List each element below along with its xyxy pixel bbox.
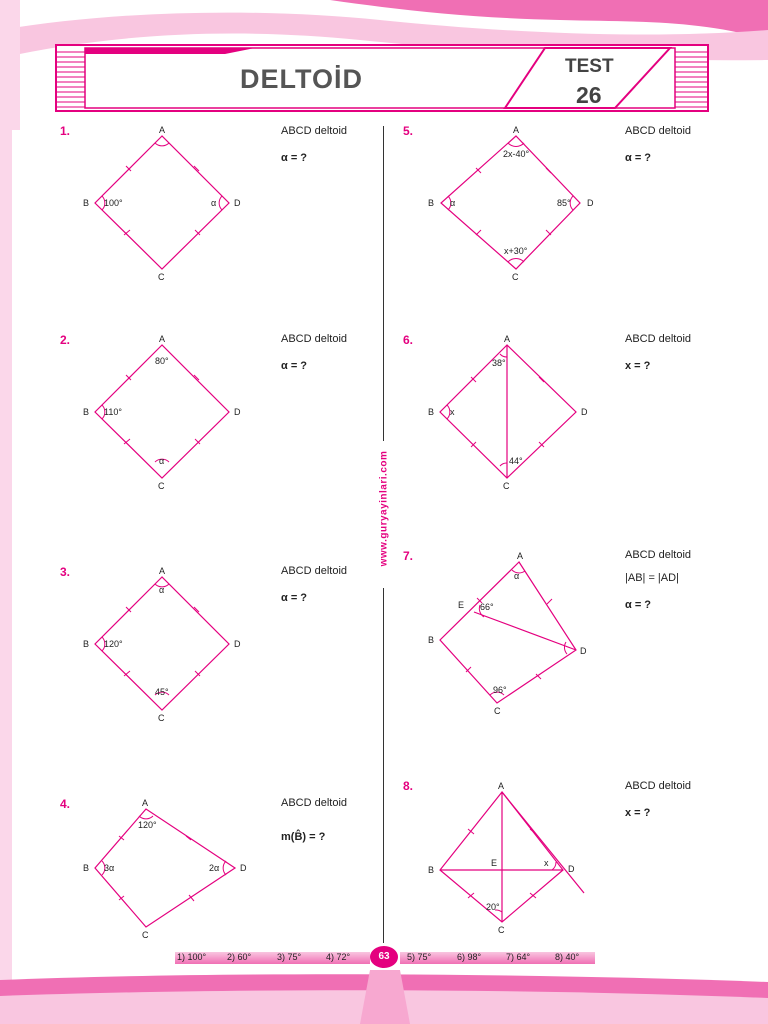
q5-label-a: A [513, 125, 520, 135]
q2-angle-a: 80° [155, 356, 169, 366]
q2-label-d: D [234, 407, 241, 417]
answer-4: 4) 72° [326, 952, 351, 962]
q7-label-b: B [428, 635, 435, 645]
question-7-number: 7. [403, 549, 414, 563]
test-number: 26 [576, 82, 602, 108]
q4-angle-b: 3α [104, 863, 115, 873]
question-4-ask: m(B̂) = ? [281, 831, 326, 843]
q8-label-e: E [491, 858, 498, 868]
question-2-number: 2. [60, 333, 71, 347]
answer-1: 1) 100° [177, 952, 207, 962]
q1-label-a: A [159, 125, 166, 135]
question-7-given-2: |AB| = |AD| [625, 572, 679, 584]
q7-quadrilateral [440, 562, 576, 703]
question-3-number: 3. [60, 565, 71, 579]
question-6-number: 6. [403, 333, 414, 347]
answer-2: 2) 60° [227, 952, 252, 962]
q3-label-d: D [234, 639, 241, 649]
q6-label-d: D [581, 407, 588, 417]
q6-label-c: C [503, 481, 510, 491]
question-7-ask: α = ? [625, 599, 652, 611]
q1-label-d: D [234, 198, 241, 208]
q2-angle-c: α [159, 456, 165, 466]
test-label: TEST [565, 56, 614, 77]
question-7-given: ABCD deltoid [625, 549, 692, 561]
q4-label-c: C [142, 930, 149, 940]
q1-label-b: B [83, 198, 90, 208]
q3-label-a: A [159, 566, 166, 576]
q5-angle-a: 2x-40° [503, 149, 530, 159]
q3-angle-a: α [159, 585, 165, 595]
question-1-ask: α = ? [281, 152, 308, 164]
q5-label-d: D [587, 198, 594, 208]
answer-7: 7) 64° [506, 952, 531, 962]
q8-angle-c: 20° [486, 902, 500, 912]
question-3-given: ABCD deltoid [281, 565, 348, 577]
q7-angle-e: 66° [480, 602, 494, 612]
question-3-ask: α = ? [281, 592, 308, 604]
q5-angle-d: 85° [557, 198, 571, 208]
question-8-number: 8. [403, 779, 414, 793]
question-8-ask: x = ? [625, 807, 651, 819]
page-number: 63 [378, 951, 390, 962]
q6-angle-a: 38° [492, 358, 506, 368]
q6-label-a: A [504, 334, 511, 344]
q8-label-c: C [498, 925, 505, 935]
question-2-given: ABCD deltoid [281, 333, 348, 345]
q7-label-e: E [458, 600, 465, 610]
q1-label-c: C [158, 272, 165, 282]
q7-label-d: D [580, 646, 587, 656]
q5-label-c: C [512, 272, 519, 282]
question-4-given: ABCD deltoid [281, 797, 348, 809]
question-2-ask: α = ? [281, 360, 308, 372]
q2-label-b: B [83, 407, 90, 417]
q6-deltoid [440, 345, 576, 478]
q6-angle-b: x [450, 407, 455, 417]
q3-angle-b: 120° [104, 639, 123, 649]
q8-angle-x: x [544, 858, 549, 868]
q4-angle-a: 120° [138, 820, 157, 830]
answer-3: 3) 75° [277, 952, 302, 962]
q5-angle-b: α [450, 198, 456, 208]
question-5-ask: α = ? [625, 152, 652, 164]
q7-label-a: A [517, 551, 524, 561]
answer-6: 6) 98° [457, 952, 482, 962]
site-url: www.guryayinlari.com [378, 450, 390, 567]
q1-angle-b: 100° [104, 198, 123, 208]
question-1-given: ABCD deltoid [281, 125, 348, 137]
bottom-wave-decoration [0, 960, 768, 1024]
q7-label-c: C [494, 706, 501, 716]
question-1-number: 1. [60, 124, 71, 138]
q8-label-b: B [428, 865, 435, 875]
q6-label-b: B [428, 407, 435, 417]
q4-label-a: A [142, 798, 149, 808]
question-5-given: ABCD deltoid [625, 125, 692, 137]
q5-label-b: B [428, 198, 435, 208]
q7-angle-c: 96° [493, 685, 507, 695]
q4-label-b: B [83, 863, 90, 873]
question-6-given: ABCD deltoid [625, 333, 692, 345]
q7-angle-a: α [514, 571, 520, 581]
q1-angle-d: α [211, 198, 217, 208]
q6-angle-c: 44° [509, 456, 523, 466]
answer-8: 8) 40° [555, 952, 580, 962]
q3-label-b: B [83, 639, 90, 649]
q3-angle-c: 45° [155, 687, 169, 697]
answer-5: 5) 75° [407, 952, 432, 962]
q8-extension [502, 792, 584, 893]
q2-angle-b: 110° [104, 407, 122, 417]
q8-label-d: D [568, 864, 575, 874]
question-8-given: ABCD deltoid [625, 780, 692, 792]
q7-segment-ed [474, 612, 576, 650]
q5-angle-c: x+30° [504, 246, 528, 256]
question-5-number: 5. [403, 124, 414, 138]
q4-angle-d: 2α [209, 863, 220, 873]
question-6-ask: x = ? [625, 360, 651, 372]
q8-label-a: A [498, 781, 505, 791]
page-title: DELTOİD [240, 64, 364, 94]
q2-label-c: C [158, 481, 165, 491]
q4-label-d: D [240, 863, 247, 873]
q3-label-c: C [158, 713, 165, 723]
question-4-number: 4. [60, 797, 71, 811]
q2-label-a: A [159, 334, 166, 344]
